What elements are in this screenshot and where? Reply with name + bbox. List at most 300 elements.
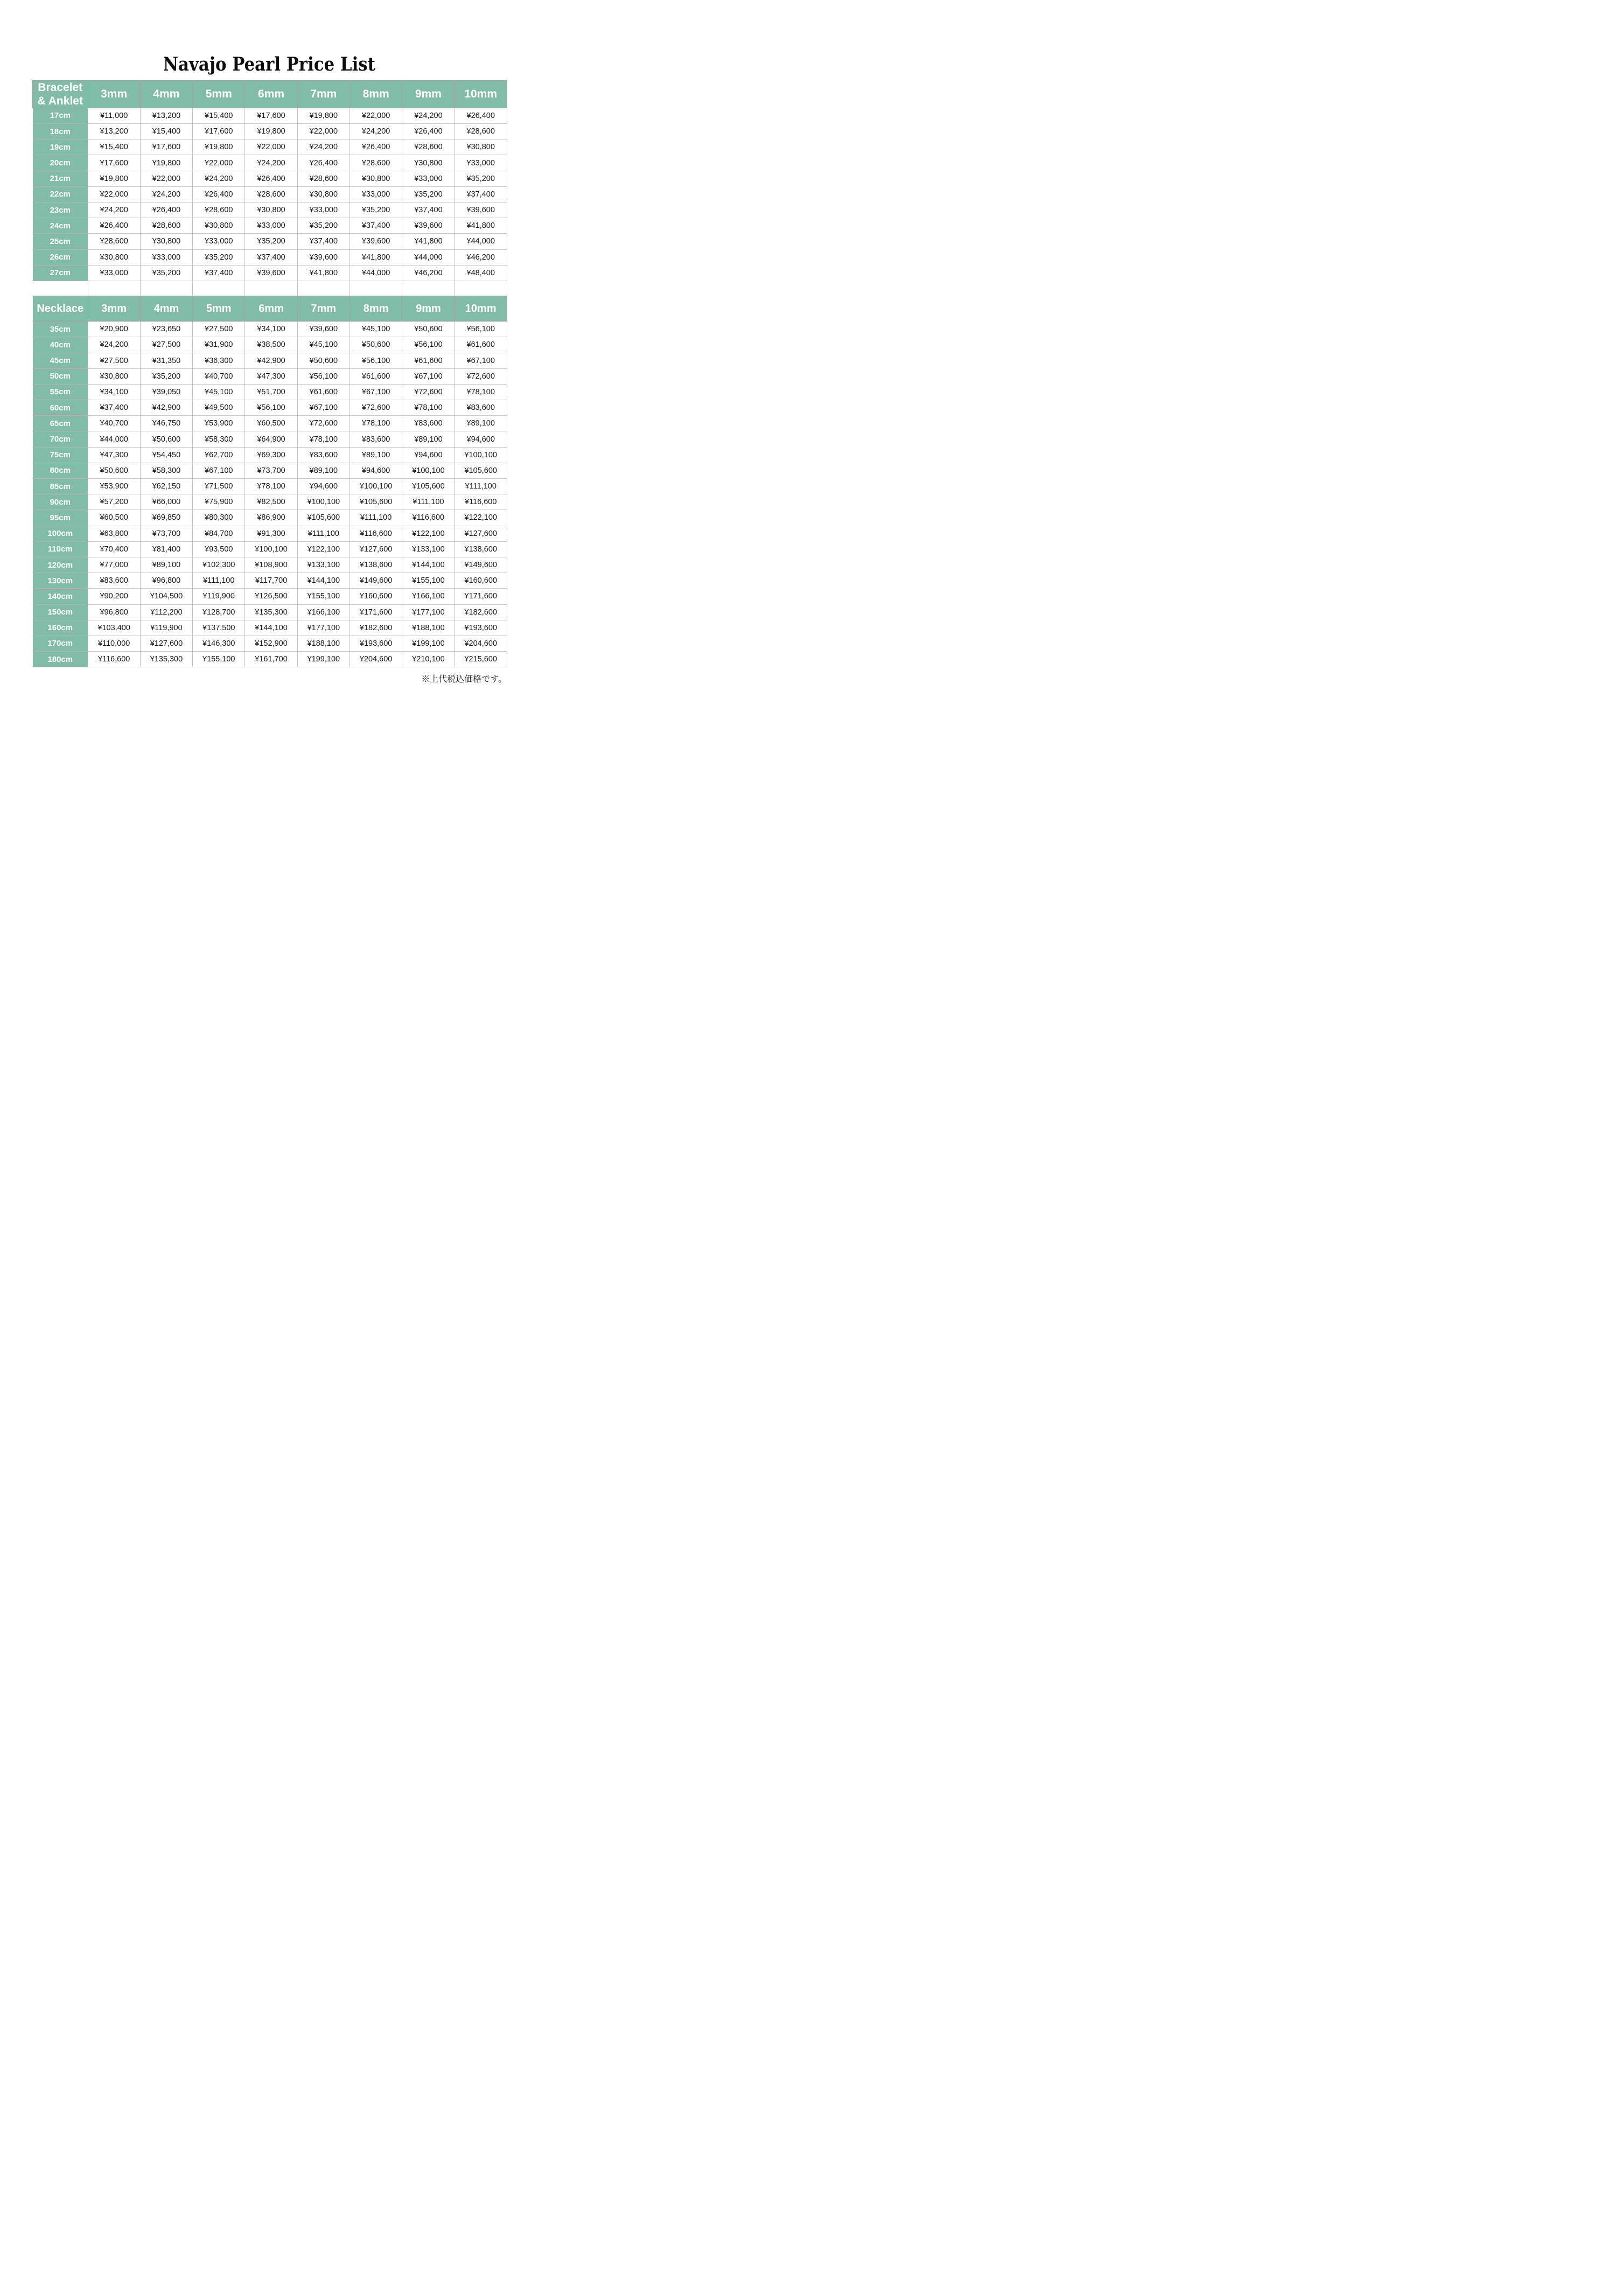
price-cell: ¥26,400	[140, 203, 192, 218]
price-cell: ¥17,600	[88, 155, 140, 171]
necklace-header-row	[33, 296, 507, 322]
price-cell: ¥72,600	[297, 416, 349, 431]
price-cell: ¥72,600	[455, 368, 507, 384]
price-cell: ¥137,500	[193, 620, 245, 636]
spacer-cell	[455, 281, 507, 296]
price-cell: ¥105,600	[455, 463, 507, 478]
price-row	[33, 155, 507, 171]
row-label: 26cm	[33, 249, 88, 265]
price-cell: ¥122,100	[402, 526, 455, 541]
price-cell: ¥28,600	[349, 155, 402, 171]
price-cell: ¥37,400	[88, 400, 140, 416]
price-cell: ¥22,000	[297, 124, 349, 139]
row-label: 17cm	[33, 108, 88, 123]
price-cell: ¥126,500	[245, 589, 297, 604]
price-cell: ¥90,200	[88, 589, 140, 604]
price-cell: ¥100,100	[349, 479, 402, 494]
price-cell: ¥37,400	[245, 249, 297, 265]
price-cell: ¥24,200	[140, 186, 192, 202]
spacer-cell	[88, 281, 140, 296]
price-cell: ¥111,100	[349, 510, 402, 526]
spacer-row	[33, 281, 507, 296]
bracelet-header-line1: Bracelet	[38, 81, 83, 94]
price-row	[33, 463, 507, 478]
price-cell: ¥35,200	[245, 234, 297, 249]
price-cell: ¥24,200	[88, 203, 140, 218]
price-cell: ¥62,700	[193, 447, 245, 463]
price-cell: ¥161,700	[245, 652, 297, 667]
price-cell: ¥19,800	[297, 108, 349, 123]
price-cell: ¥94,600	[402, 447, 455, 463]
price-cell: ¥110,000	[88, 636, 140, 651]
price-list-page	[0, 0, 539, 762]
row-label: 170cm	[33, 636, 88, 651]
row-label: 45cm	[33, 353, 88, 368]
price-cell: ¥26,400	[88, 218, 140, 234]
bracelet-header-line2: & Anklet	[37, 94, 83, 107]
price-cell: ¥42,900	[140, 400, 192, 416]
price-cell: ¥44,000	[349, 265, 402, 281]
price-row	[33, 652, 507, 667]
price-cell: ¥62,150	[140, 479, 192, 494]
column-header-4mm: 4mm	[140, 296, 192, 322]
price-cell: ¥80,300	[193, 510, 245, 526]
price-cell: ¥89,100	[140, 557, 192, 573]
price-cell: ¥17,600	[140, 139, 192, 155]
price-cell: ¥33,000	[88, 265, 140, 281]
price-cell: ¥89,100	[297, 463, 349, 478]
price-cell: ¥73,700	[140, 526, 192, 541]
row-label: 150cm	[33, 604, 88, 620]
price-cell: ¥19,800	[140, 155, 192, 171]
price-cell: ¥155,100	[193, 652, 245, 667]
price-cell: ¥24,200	[245, 155, 297, 171]
price-cell: ¥119,900	[140, 620, 192, 636]
price-cell: ¥204,600	[455, 636, 507, 651]
row-label: 35cm	[33, 322, 88, 337]
price-cell: ¥60,500	[245, 416, 297, 431]
column-header-7mm: 7mm	[297, 80, 349, 108]
price-cell: ¥117,700	[245, 573, 297, 589]
row-label: 19cm	[33, 139, 88, 155]
price-cell: ¥30,800	[140, 234, 192, 249]
price-cell: ¥15,400	[193, 108, 245, 123]
spacer-cell	[402, 281, 455, 296]
row-label: 40cm	[33, 337, 88, 353]
price-cell: ¥61,600	[297, 384, 349, 400]
price-cell: ¥86,900	[245, 510, 297, 526]
price-cell: ¥155,100	[297, 589, 349, 604]
price-row	[33, 234, 507, 249]
price-cell: ¥24,200	[193, 171, 245, 186]
price-row	[33, 368, 507, 384]
price-cell: ¥83,600	[402, 416, 455, 431]
price-cell: ¥94,600	[349, 463, 402, 478]
price-row	[33, 203, 507, 218]
price-cell: ¥91,300	[245, 526, 297, 541]
price-cell: ¥34,100	[88, 384, 140, 400]
price-cell: ¥17,600	[193, 124, 245, 139]
price-cell: ¥34,100	[245, 322, 297, 337]
price-cell: ¥33,000	[297, 203, 349, 218]
price-cell: ¥116,600	[455, 494, 507, 510]
price-cell: ¥45,100	[297, 337, 349, 353]
price-cell: ¥77,000	[88, 557, 140, 573]
price-cell: ¥138,600	[455, 541, 507, 557]
price-cell: ¥19,800	[193, 139, 245, 155]
price-cell: ¥160,600	[349, 589, 402, 604]
price-cell: ¥51,700	[245, 384, 297, 400]
price-cell: ¥44,000	[455, 234, 507, 249]
price-cell: ¥199,100	[297, 652, 349, 667]
row-label: 100cm	[33, 526, 88, 541]
price-cell: ¥108,900	[245, 557, 297, 573]
row-label: 95cm	[33, 510, 88, 526]
price-row	[33, 265, 507, 281]
tax-included-note: ※上代税込価格です。	[421, 675, 507, 685]
price-cell: ¥78,100	[349, 416, 402, 431]
price-cell: ¥44,000	[402, 249, 455, 265]
price-cell: ¥199,100	[402, 636, 455, 651]
price-cell: ¥39,050	[140, 384, 192, 400]
price-cell: ¥41,800	[455, 218, 507, 234]
price-cell: ¥105,600	[349, 494, 402, 510]
price-cell: ¥50,600	[88, 463, 140, 478]
price-row	[33, 124, 507, 139]
column-header-9mm: 9mm	[402, 296, 455, 322]
price-cell: ¥46,200	[402, 265, 455, 281]
spacer-cell	[349, 281, 402, 296]
price-cell: ¥20,900	[88, 322, 140, 337]
row-label: 160cm	[33, 620, 88, 636]
price-cell: ¥83,600	[88, 573, 140, 589]
price-cell: ¥177,100	[402, 604, 455, 620]
row-label: 23cm	[33, 203, 88, 218]
price-cell: ¥138,600	[349, 557, 402, 573]
row-label: 65cm	[33, 416, 88, 431]
price-cell: ¥50,600	[297, 353, 349, 368]
price-cell: ¥31,350	[140, 353, 192, 368]
price-cell: ¥48,400	[455, 265, 507, 281]
price-row	[33, 494, 507, 510]
price-cell: ¥144,100	[245, 620, 297, 636]
price-cell: ¥53,900	[193, 416, 245, 431]
price-cell: ¥149,600	[349, 573, 402, 589]
column-header-6mm: 6mm	[245, 80, 297, 108]
price-cell: ¥35,200	[297, 218, 349, 234]
price-cell: ¥66,000	[140, 494, 192, 510]
price-cell: ¥210,100	[402, 652, 455, 667]
price-row	[33, 384, 507, 400]
price-cell: ¥146,300	[193, 636, 245, 651]
table-spacer-row	[33, 281, 507, 296]
price-cell: ¥73,700	[245, 463, 297, 478]
price-row	[33, 620, 507, 636]
price-cell: ¥31,900	[193, 337, 245, 353]
price-cell: ¥182,600	[349, 620, 402, 636]
column-header-10mm: 10mm	[455, 80, 507, 108]
column-header-9mm: 9mm	[402, 80, 455, 108]
price-cell: ¥49,500	[193, 400, 245, 416]
row-label: 21cm	[33, 171, 88, 186]
price-cell: ¥177,100	[297, 620, 349, 636]
price-cell: ¥33,000	[245, 218, 297, 234]
price-cell: ¥78,100	[402, 400, 455, 416]
price-cell: ¥23,650	[140, 322, 192, 337]
price-cell: ¥127,600	[349, 541, 402, 557]
price-cell: ¥30,800	[402, 155, 455, 171]
price-cell: ¥89,100	[455, 416, 507, 431]
price-cell: ¥111,100	[402, 494, 455, 510]
price-cell: ¥26,400	[297, 155, 349, 171]
row-label: 120cm	[33, 557, 88, 573]
price-cell: ¥28,600	[297, 171, 349, 186]
price-cell: ¥24,200	[402, 108, 455, 123]
price-cell: ¥30,800	[88, 368, 140, 384]
price-cell: ¥128,700	[193, 604, 245, 620]
row-label: 60cm	[33, 400, 88, 416]
price-cell: ¥30,800	[88, 249, 140, 265]
price-cell: ¥22,000	[245, 139, 297, 155]
price-cell: ¥104,500	[140, 589, 192, 604]
price-row	[33, 479, 507, 494]
price-cell: ¥33,000	[402, 171, 455, 186]
price-cell: ¥28,600	[402, 139, 455, 155]
price-cell: ¥61,600	[349, 368, 402, 384]
price-row	[33, 636, 507, 651]
row-label: 18cm	[33, 124, 88, 139]
price-cell: ¥39,600	[297, 322, 349, 337]
price-cell: ¥122,100	[455, 510, 507, 526]
price-cell: ¥89,100	[349, 447, 402, 463]
price-cell: ¥60,500	[88, 510, 140, 526]
price-row	[33, 589, 507, 604]
price-cell: ¥26,400	[245, 171, 297, 186]
price-cell: ¥100,100	[455, 447, 507, 463]
row-label: 75cm	[33, 447, 88, 463]
price-row	[33, 353, 507, 368]
price-cell: ¥70,400	[88, 541, 140, 557]
spacer-cell	[33, 281, 88, 296]
price-cell: ¥67,100	[297, 400, 349, 416]
price-cell: ¥116,600	[349, 526, 402, 541]
header-row	[33, 296, 507, 322]
price-cell: ¥67,100	[349, 384, 402, 400]
price-row	[33, 510, 507, 526]
price-cell: ¥35,200	[140, 265, 192, 281]
price-cell: ¥13,200	[140, 108, 192, 123]
price-cell: ¥26,400	[349, 139, 402, 155]
price-cell: ¥28,600	[88, 234, 140, 249]
page-title	[0, 0, 539, 77]
price-cell: ¥61,600	[402, 353, 455, 368]
price-cell: ¥193,600	[349, 636, 402, 651]
price-cell: ¥45,100	[193, 384, 245, 400]
price-cell: ¥56,100	[402, 337, 455, 353]
price-cell: ¥38,500	[245, 337, 297, 353]
price-cell: ¥30,800	[455, 139, 507, 155]
price-cell: ¥22,000	[349, 108, 402, 123]
price-cell: ¥63,800	[88, 526, 140, 541]
row-label: 55cm	[33, 384, 88, 400]
price-cell: ¥45,100	[349, 322, 402, 337]
price-cell: ¥102,300	[193, 557, 245, 573]
price-cell: ¥22,000	[88, 186, 140, 202]
price-cell: ¥105,600	[297, 510, 349, 526]
price-row	[33, 400, 507, 416]
price-cell: ¥72,600	[402, 384, 455, 400]
price-cell: ¥112,200	[140, 604, 192, 620]
price-cell: ¥57,200	[88, 494, 140, 510]
price-row	[33, 171, 507, 186]
price-cell: ¥61,600	[455, 337, 507, 353]
price-cell: ¥116,600	[402, 510, 455, 526]
price-cell: ¥149,600	[455, 557, 507, 573]
row-label: 22cm	[33, 186, 88, 202]
column-header-5mm: 5mm	[193, 296, 245, 322]
price-cell: ¥15,400	[140, 124, 192, 139]
price-cell: ¥171,600	[455, 589, 507, 604]
price-cell: ¥19,800	[88, 171, 140, 186]
price-cell: ¥105,600	[402, 479, 455, 494]
price-cell: ¥33,000	[349, 186, 402, 202]
price-cell: ¥193,600	[455, 620, 507, 636]
price-cell: ¥46,200	[455, 249, 507, 265]
price-cell: ¥42,900	[245, 353, 297, 368]
price-cell: ¥67,100	[193, 463, 245, 478]
price-cell: ¥37,400	[193, 265, 245, 281]
price-cell: ¥89,100	[402, 431, 455, 447]
price-row	[33, 541, 507, 557]
price-cell: ¥15,400	[88, 139, 140, 155]
price-cell: ¥40,700	[88, 416, 140, 431]
price-cell: ¥30,800	[297, 186, 349, 202]
price-cell: ¥78,100	[297, 431, 349, 447]
spacer-cell	[193, 281, 245, 296]
price-cell: ¥33,000	[140, 249, 192, 265]
price-cell: ¥96,800	[140, 573, 192, 589]
price-cell: ¥127,600	[140, 636, 192, 651]
spacer-cell	[245, 281, 297, 296]
header-row	[33, 80, 507, 108]
price-row	[33, 218, 507, 234]
necklace-rows	[33, 322, 507, 667]
price-cell: ¥35,200	[193, 249, 245, 265]
price-cell: ¥30,800	[245, 203, 297, 218]
price-cell: ¥96,800	[88, 604, 140, 620]
price-cell: ¥116,600	[88, 652, 140, 667]
price-row	[33, 322, 507, 337]
column-header-6mm: 6mm	[245, 296, 297, 322]
price-cell: ¥188,100	[297, 636, 349, 651]
price-cell: ¥75,900	[193, 494, 245, 510]
price-cell: ¥47,300	[88, 447, 140, 463]
price-cell: ¥100,100	[245, 541, 297, 557]
row-label: 110cm	[33, 541, 88, 557]
price-cell: ¥94,600	[455, 431, 507, 447]
necklace-header: Necklace	[33, 296, 88, 322]
price-cell: ¥17,600	[245, 108, 297, 123]
row-label: 180cm	[33, 652, 88, 667]
price-cell: ¥204,600	[349, 652, 402, 667]
price-cell: ¥83,600	[297, 447, 349, 463]
price-cell: ¥56,100	[455, 322, 507, 337]
price-cell: ¥54,450	[140, 447, 192, 463]
price-cell: ¥26,400	[402, 124, 455, 139]
row-label: 24cm	[33, 218, 88, 234]
page-title-text: Navajo Pearl Price List	[163, 53, 375, 75]
column-header-8mm: 8mm	[349, 80, 402, 108]
price-cell: ¥30,800	[349, 171, 402, 186]
price-cell: ¥33,000	[193, 234, 245, 249]
pearl-price-table	[32, 80, 507, 668]
row-label: 140cm	[33, 589, 88, 604]
price-cell: ¥78,100	[455, 384, 507, 400]
price-cell: ¥171,600	[349, 604, 402, 620]
price-cell: ¥44,000	[88, 431, 140, 447]
price-row	[33, 526, 507, 541]
price-cell: ¥37,400	[349, 218, 402, 234]
price-cell: ¥11,000	[88, 108, 140, 123]
price-cell: ¥155,100	[402, 573, 455, 589]
price-cell: ¥56,100	[349, 353, 402, 368]
spacer-cell	[297, 281, 349, 296]
price-row	[33, 447, 507, 463]
price-cell: ¥24,200	[297, 139, 349, 155]
row-label: 90cm	[33, 494, 88, 510]
price-cell: ¥135,300	[245, 604, 297, 620]
price-cell: ¥27,500	[140, 337, 192, 353]
row-label: 80cm	[33, 463, 88, 478]
price-cell: ¥72,600	[349, 400, 402, 416]
row-label: 27cm	[33, 265, 88, 281]
price-cell: ¥127,600	[455, 526, 507, 541]
price-row	[33, 604, 507, 620]
price-cell: ¥28,600	[140, 218, 192, 234]
price-cell: ¥35,200	[349, 203, 402, 218]
row-label: 25cm	[33, 234, 88, 249]
price-row	[33, 573, 507, 589]
price-cell: ¥19,800	[245, 124, 297, 139]
column-header-8mm: 8mm	[349, 296, 402, 322]
price-row	[33, 557, 507, 573]
price-cell: ¥188,100	[402, 620, 455, 636]
price-cell: ¥111,100	[455, 479, 507, 494]
price-cell: ¥50,600	[349, 337, 402, 353]
price-cell: ¥82,500	[245, 494, 297, 510]
price-cell: ¥40,700	[193, 368, 245, 384]
price-cell: ¥69,300	[245, 447, 297, 463]
column-header-3mm: 3mm	[88, 296, 140, 322]
price-cell: ¥46,750	[140, 416, 192, 431]
bracelet-anklet-header	[33, 80, 88, 108]
price-cell: ¥26,400	[193, 186, 245, 202]
price-cell: ¥71,500	[193, 479, 245, 494]
price-cell: ¥215,600	[455, 652, 507, 667]
price-cell: ¥22,000	[193, 155, 245, 171]
price-cell: ¥83,600	[455, 400, 507, 416]
price-cell: ¥144,100	[402, 557, 455, 573]
price-cell: ¥37,400	[455, 186, 507, 202]
price-cell: ¥39,600	[297, 249, 349, 265]
row-label: 70cm	[33, 431, 88, 447]
price-cell: ¥50,600	[402, 322, 455, 337]
spacer-cell	[140, 281, 192, 296]
row-label: 50cm	[33, 368, 88, 384]
column-header-5mm: 5mm	[193, 80, 245, 108]
price-cell: ¥103,400	[88, 620, 140, 636]
price-cell: ¥144,100	[297, 573, 349, 589]
